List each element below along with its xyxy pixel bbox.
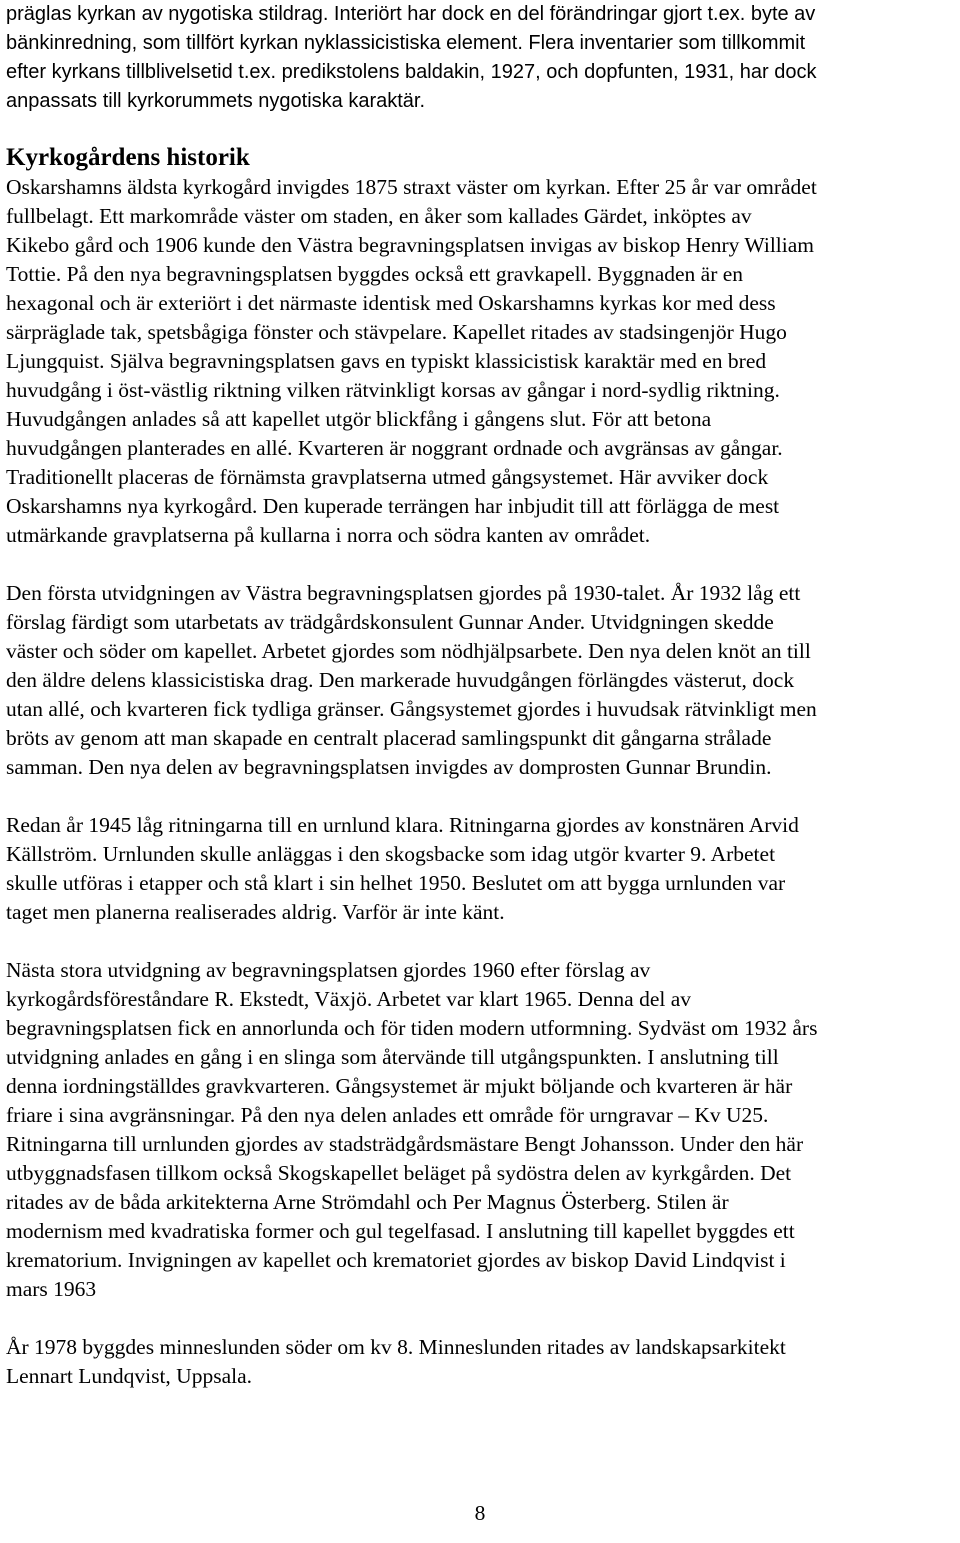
text-line: utbyggnadsfasen tillkom också Skogskapellet beläget på sydöstra delen av kyrkgården. Det	[6, 1161, 792, 1185]
text-line: förslag färdigt som utarbetats av trädgårdskonsulent Gunnar Ander. Utvidgningen skedde	[6, 610, 774, 634]
text-line: taget men planerna realiserades aldrig. Varför är inte känt.	[6, 900, 505, 924]
paragraph-4	[6, 956, 958, 1304]
text-line: huvudgång i öst-västlig riktning vilken rätvinkligt korsas av gångar i nord-sydlig riktning.	[6, 378, 780, 402]
text-line: Ljungquist. Själva begravningsplatsen gavs en typiskt klassicistisk karaktär med en bred	[6, 349, 767, 373]
text-line: mars 1963	[6, 1277, 97, 1301]
text-line: särpräglade tak, spetsbågiga fönster och stävpelare. Kapellet ritades av stadsingenjör Hugo	[6, 320, 787, 344]
text-line: Nästa stora utvidgning av begravningsplatsen gjordes 1960 efter förslag av	[6, 958, 651, 982]
text-line: År 1978 byggdes minneslunden söder om kv 8. Minneslunden ritades av landskapsarkitekt	[6, 1335, 786, 1359]
text-line: präglas kyrkan av nygotiska stildrag. Interiört har dock en del förändringar gjort t.ex. byte av	[6, 3, 816, 25]
text-line: Lennart Lundqvist, Uppsala.	[6, 1364, 253, 1388]
text-line: Redan år 1945 låg ritningarna till en urnlund klara. Ritningarna gjordes av konstnären Arvid	[6, 813, 799, 837]
text-line: krematorium. Invigningen av kapellet och krematoriet gjordes av biskop David Lindqvist i	[6, 1248, 786, 1272]
text-line: Källström. Urnlunden skulle anläggas i den skogsbacke som idag utgör kvarter 9. Arbetet	[6, 842, 776, 866]
page-number: 8	[474, 1501, 486, 1525]
text-line: väster och söder om kapellet. Arbetet gjordes som nödhjälpsarbete. Den nya delen knöt an till	[6, 639, 811, 663]
paragraph-1	[6, 173, 958, 550]
paragraph-5	[6, 1333, 958, 1391]
document-page	[6, 0, 958, 1391]
text-line: Ritningarna till urnlunden gjordes av stadsträdgårdsmästare Bengt Johansson. Under den här	[6, 1132, 804, 1156]
text-line: utan allé, och kvarteren fick tydliga gränser. Gångsystemet gjordes i huvudsak rätvinkligt men	[6, 697, 817, 721]
text-line: Traditionellt placeras de förnämsta gravplatserna utmed gångsystemet. Här avviker dock	[6, 465, 769, 489]
text-line: efter kyrkans tillblivelsetid t.ex. predikstolens baldakin, 1927, och dopfunten, 1931, har dock	[6, 61, 817, 83]
paragraph-2	[6, 579, 958, 782]
text-line: Oskarshamns äldsta kyrkogård invigdes 1875 straxt väster om kyrkan. Efter 25 år var området	[6, 175, 817, 199]
section-heading: Kyrkogårdens historik	[6, 144, 250, 171]
paragraph-3	[6, 811, 958, 927]
text-line: kyrkogårdsföreståndare R. Ekstedt, Växjö. Arbetet var klart 1965. Denna del av	[6, 987, 692, 1011]
text-line: utmärkande gravplatserna på kullarna i norra och södra kanten av området.	[6, 523, 651, 547]
text-line: ritades av de båda arkitekterna Arne Strömdahl och Per Magnus Österberg. Stilen är	[6, 1190, 729, 1214]
text-line: anpassats till kyrkorummets nygotiska karaktär.	[6, 90, 426, 112]
text-line: huvudgången planterades en allé. Kvarteren är noggrant ordnade och avgränsas av gångar.	[6, 436, 783, 460]
text-line: hexagonal och är exteriört i det närmaste identisk med Oskarshamns kyrkas kor med dess	[6, 291, 776, 315]
text-line: skulle utföras i etapper och stå klart i sin helhet 1950. Beslutet om att bygga urnlunden var	[6, 871, 786, 895]
text-line: Kikebo gård och 1906 kunde den Västra begravningsplatsen invigas av biskop Henry William	[6, 233, 815, 257]
text-line: den äldre delens klassicistiska drag. Den markerade huvudgången förlängdes västerut, dock	[6, 668, 795, 692]
text-line: Den första utvidgningen av Västra begravningsplatsen gjordes på 1930-talet. År 1932 låg ett	[6, 581, 801, 605]
text-line: denna iordningställdes gravkvarteren. Gångsystemet är mjukt böljande och kvarteren är här	[6, 1074, 793, 1098]
intro-paragraph	[6, 0, 958, 116]
text-line: Oskarshamns nya kyrkogård. Den kuperade terrängen har inbjudit till att förlägga de mest	[6, 494, 780, 518]
text-line: Tottie. På den nya begravningsplatsen byggdes också ett gravkapell. Byggnaden är en	[6, 262, 744, 286]
text-line: begravningsplatsen fick en annorlunda och för tiden modern utformning. Sydväst om 1932 års	[6, 1016, 818, 1040]
text-line: bänkinredning, som tillfört kyrkan nyklassicistiska element. Flera inventarier som tillkommit	[6, 32, 806, 54]
text-line: bröts av genom att man skapade en centralt placerad samlingspunkt dit gångarna strålade	[6, 726, 772, 750]
text-line: modernism med kvadratiska former och gul tegelfasad. I anslutning till kapellet byggdes ett	[6, 1219, 795, 1243]
text-line: Huvudgången anlades så att kapellet utgör blickfång i gångens slut. För att betona	[6, 407, 712, 431]
text-line: friare i sina avgränsningar. På den nya delen anlades ett område för urngravar – Kv U25.	[6, 1103, 769, 1127]
text-line: samman. Den nya delen av begravningsplatsen invigdes av domprosten Gunnar Brundin.	[6, 755, 772, 779]
text-line: utvidgning anlades en gång i en slinga som återvände till utgångspunkten. I anslutning till	[6, 1045, 779, 1069]
text-line: fullbelagt. Ett markområde väster om staden, en åker som kallades Gärdet, inköptes av	[6, 204, 752, 228]
